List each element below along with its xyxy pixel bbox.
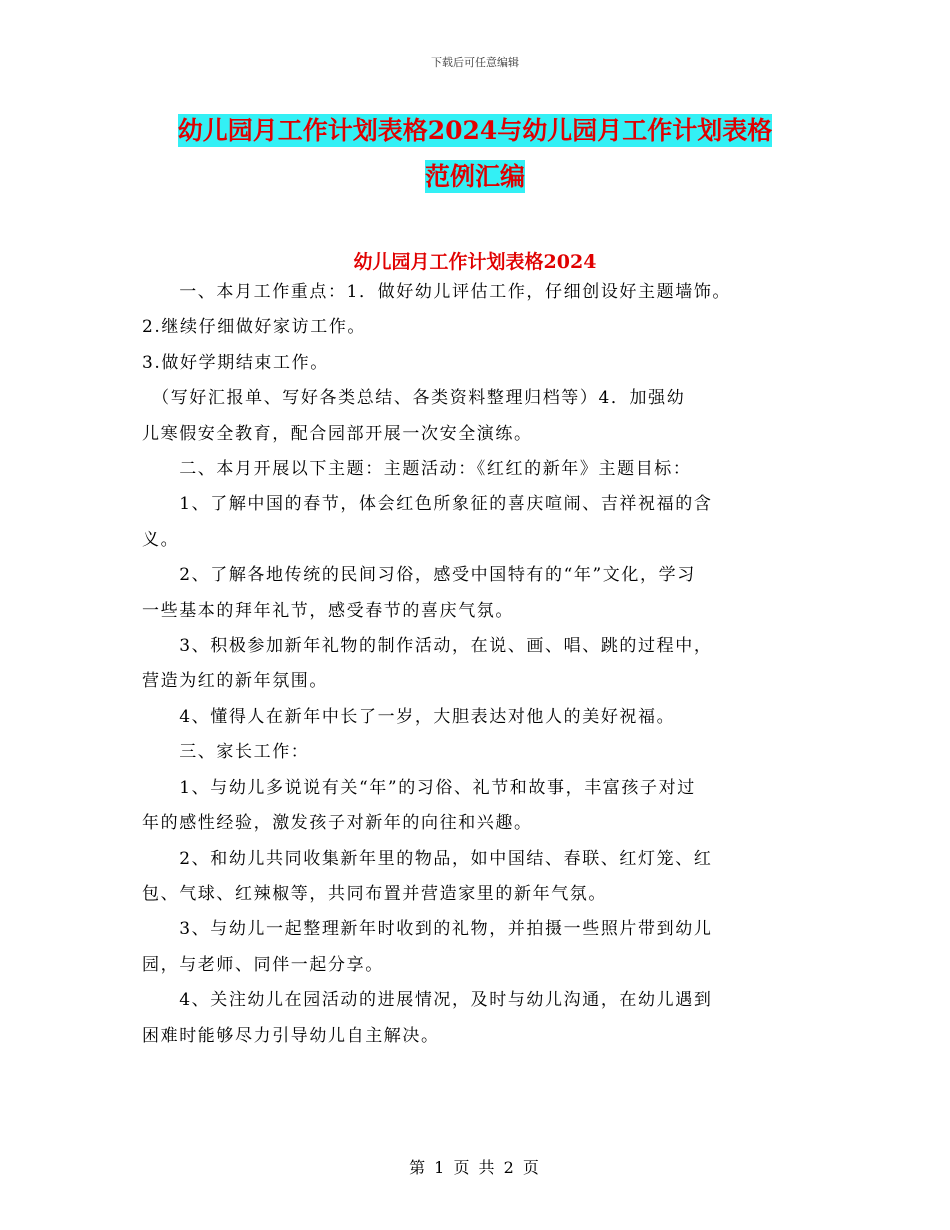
body-line: 1、了解中国的春节，体会红色所象征的喜庆喧闹、吉祥祝福的含 <box>142 494 713 515</box>
body-line: 2.继续仔细做好家访工作。 <box>142 317 367 338</box>
body-line: 一些基本的拜年礼节，感受春节的喜庆气氛。 <box>142 600 514 621</box>
body-line: 包、气球、红辣椒等，共同布置并营造家里的新年气氛。 <box>142 883 607 904</box>
header-note: 下载后可任意编辑 <box>431 56 519 69</box>
body-line: 三、家长工作： <box>142 742 310 763</box>
body-line: 困难时能够尽力引导幼儿自主解决。 <box>142 1025 440 1046</box>
body-line: 3.做好学期结束工作。 <box>142 352 329 373</box>
body-line: 儿寒假安全教育，配合园部开展一次安全演练。 <box>142 423 533 444</box>
title-highlight-1: 幼儿园月工作计划表格2024与幼儿园月工作计划表格 <box>177 116 773 145</box>
page-footer: 第 1 页 共 2 页 <box>409 1158 541 1177</box>
body-line: 3、积极参加新年礼物的制作活动，在说、画、唱、跳的过程中， <box>142 636 713 657</box>
body-line: 二、本月开展以下主题：主题活动：《红红的新年》主题目标： <box>142 459 692 480</box>
title-highlight-2: 范例汇编 <box>424 162 525 191</box>
document-body <box>142 275 810 1054</box>
body-line: （写好汇报单、写好各类总结、各类资料整理归档等）4．加强幼 <box>142 388 686 409</box>
document-title-line-2 <box>0 160 950 194</box>
section-title: 幼儿园月工作计划表格2024 <box>353 251 597 273</box>
body-line: 一、本月工作重点：1．做好幼儿评估工作，仔细创设好主题墙饰。 <box>142 282 732 302</box>
body-line: 3、与幼儿一起整理新年时收到的礼物，并拍摄一些照片带到幼儿 <box>142 919 713 940</box>
body-line: 2、了解各地传统的民间习俗，感受中国特有的“年”文化，学习 <box>142 565 696 586</box>
body-line: 2、和幼儿共同收集新年里的物品，如中国结、春联、红灯笼、红 <box>142 848 713 869</box>
body-line: 1、与幼儿多说说有关“年”的习俗、礼节和故事，丰富孩子对过 <box>142 777 696 798</box>
document-title-line-1 <box>0 114 950 148</box>
body-line: 园，与老师、同伴一起分享。 <box>142 954 384 975</box>
body-line: 营造为红的新年氛围。 <box>142 671 328 692</box>
body-line: 4、懂得人在新年中长了一岁，大胆表达对他人的美好祝福。 <box>142 706 676 727</box>
body-line: 4、关注幼儿在园活动的进展情况，及时与幼儿沟通，在幼儿遇到 <box>142 990 713 1011</box>
body-line: 年的感性经验，激发孩子对新年的向往和兴趣。 <box>142 813 533 834</box>
body-line: 义。 <box>142 529 180 550</box>
